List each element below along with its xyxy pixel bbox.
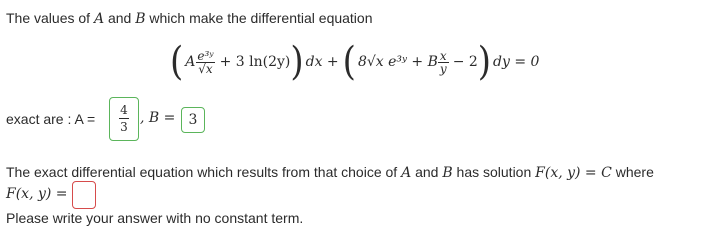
f-label: [6, 186, 68, 202]
frac-den-sqrtx: √x: [198, 61, 213, 76]
followup-text-and: and: [415, 164, 439, 180]
intro-text-3: which make the differential equation: [145, 10, 373, 26]
var-a: A: [93, 11, 105, 27]
followup-where: where: [615, 164, 654, 180]
eq-dy-zero: dy = 0: [493, 54, 540, 70]
fraction-e3y-sqrtx: [195, 50, 215, 75]
answer-b-input[interactable]: [181, 107, 205, 133]
followup-f-eq-c: F(x, y) = C: [535, 165, 612, 181]
frac-den-y: y: [439, 61, 447, 76]
term-minus-2: − 2: [452, 54, 478, 70]
answer-label-a: exact are : A =: [6, 111, 96, 127]
answers-label: [6, 111, 95, 127]
followup-text-2: has solution: [456, 164, 532, 180]
followup-var-b: B: [442, 165, 453, 181]
frac-num-x: x: [439, 48, 447, 63]
paren-close-1: ): [290, 39, 304, 85]
eq-coef-a: A: [185, 54, 196, 70]
followup-line-1: [6, 164, 654, 181]
var-b: B: [135, 11, 146, 27]
f-answer-input[interactable]: [72, 181, 96, 209]
answer-a-fraction-bar: [119, 118, 129, 119]
intro-text-1: The values of: [6, 10, 94, 26]
followup-var-a: A: [401, 165, 412, 181]
followup-text-1: The exact differential equation which results from that choice of: [6, 164, 398, 180]
answer-label-b: , B =: [140, 110, 176, 126]
paren-open-1: (: [170, 39, 184, 85]
f-label-text: F(x, y) =: [6, 186, 68, 202]
question-intro: [6, 10, 373, 27]
answer-a-input[interactable]: [109, 97, 139, 141]
frac-num-e3y: e³ʸ: [197, 48, 214, 63]
intro-text-2: and: [104, 10, 136, 26]
fraction-x-over-y: [438, 50, 449, 75]
term-8sqrtx: 8√x e³ʸ + B: [357, 54, 438, 70]
paren-close-2: ): [477, 39, 492, 85]
eq-dx: dx +: [305, 54, 339, 70]
paren-open-2: (: [342, 39, 356, 85]
answer-a-numerator: 4: [120, 103, 128, 117]
answer-note: [6, 210, 303, 226]
answer-note-text: Please write your answer with no constant term.: [6, 210, 304, 226]
answer-b-value: 3: [188, 112, 198, 128]
answer-a-denominator: 3: [120, 120, 128, 134]
answers-label-b: [140, 110, 175, 126]
differential-equation: [170, 38, 539, 86]
term-log: + 3 ln(2y): [219, 54, 291, 70]
